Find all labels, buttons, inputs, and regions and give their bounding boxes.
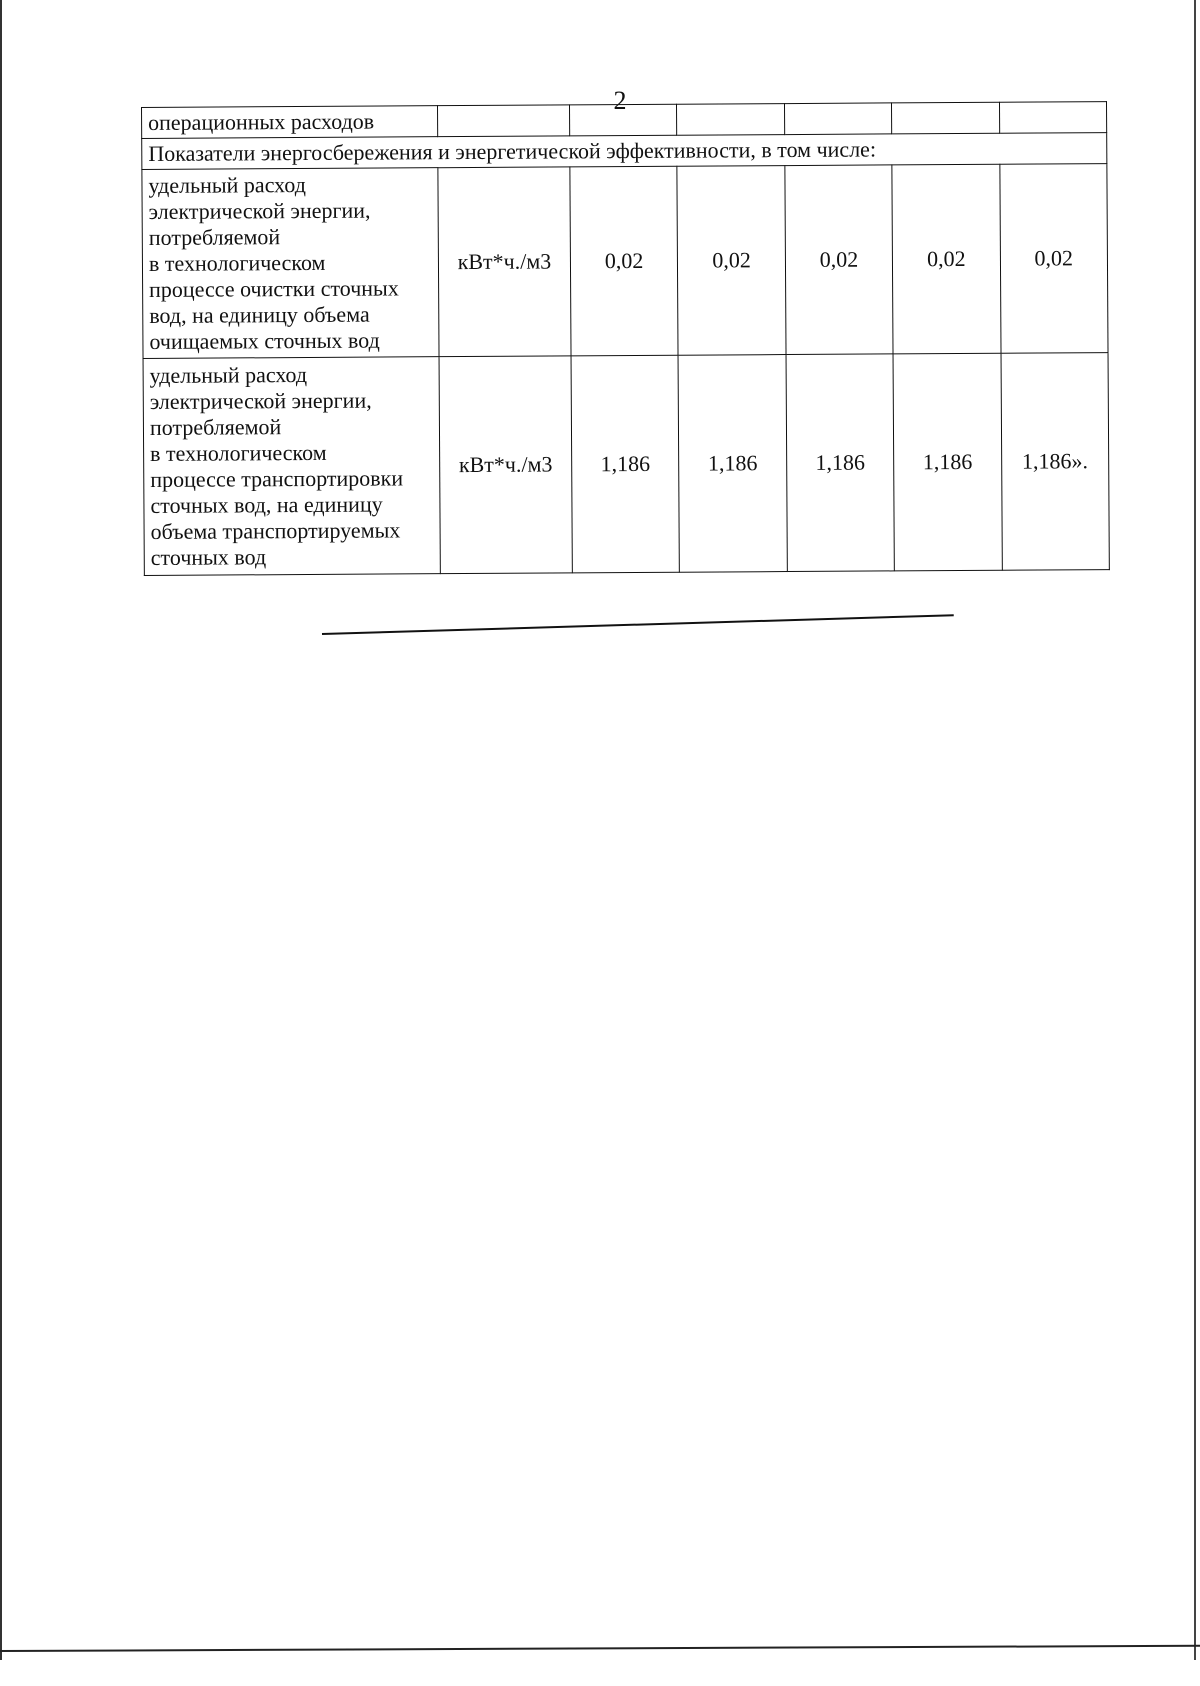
value-cell: 1,186 <box>571 355 680 573</box>
value-cell: 0,02 <box>999 164 1108 354</box>
empty-cell <box>437 105 569 137</box>
page-edge-bottom <box>0 1645 1200 1652</box>
value-cell: 0,02 <box>677 166 786 356</box>
description-line: в технологическом <box>150 439 327 466</box>
description-line: потребляемой <box>149 414 282 440</box>
description-line: удельный расход <box>149 361 308 388</box>
value-cell: 0,02 <box>892 164 1001 354</box>
description-line: вод, на единицу объема <box>149 301 370 328</box>
empty-cell <box>677 104 785 136</box>
empty-cell <box>569 104 677 136</box>
empty-cell <box>784 103 892 135</box>
description-line: удельный расход <box>148 171 306 198</box>
description-line: в технологическом <box>148 249 326 276</box>
value-cell: 0,02 <box>570 166 679 356</box>
empty-cell <box>999 102 1107 134</box>
description-line: электрической энергии, <box>148 197 371 224</box>
table-row <box>143 353 1109 576</box>
description-line: потребляемой <box>148 224 281 250</box>
value-cell: 1,186 <box>678 355 787 573</box>
description-line: электрической энергии, <box>149 387 372 414</box>
empty-cell <box>892 102 1000 134</box>
description-line: сточных вод, на единицу <box>150 491 383 518</box>
row-label: операционных расходов <box>142 106 438 139</box>
page-edge-left <box>0 0 2 1660</box>
value-cell: 1,186 <box>786 354 895 572</box>
unit-cell: кВт*ч./м3 <box>438 167 571 357</box>
unit-cell: кВт*ч./м3 <box>439 356 572 574</box>
description-line: процессе очистки сточных <box>149 275 399 302</box>
description-line: очищаемых сточных вод <box>149 327 380 354</box>
row-description <box>142 168 439 359</box>
value-cell: 1,186». <box>1001 353 1110 571</box>
description-line: сточных вод <box>150 544 267 570</box>
closing-rule <box>322 614 954 635</box>
description-line: объема транспортируемых <box>150 517 401 544</box>
table-row <box>142 164 1108 359</box>
description-line: процессе транспортировки <box>150 465 404 492</box>
row-description <box>143 357 440 576</box>
value-cell: 1,186 <box>893 353 1002 571</box>
indicators-table <box>141 101 1110 576</box>
section-header: Показатели энергосбережения и энергетической эффективности, в том числе: <box>142 133 1107 170</box>
value-cell: 0,02 <box>785 165 894 355</box>
page-number: 2 <box>613 86 627 115</box>
page-edge-right <box>1194 0 1196 1660</box>
